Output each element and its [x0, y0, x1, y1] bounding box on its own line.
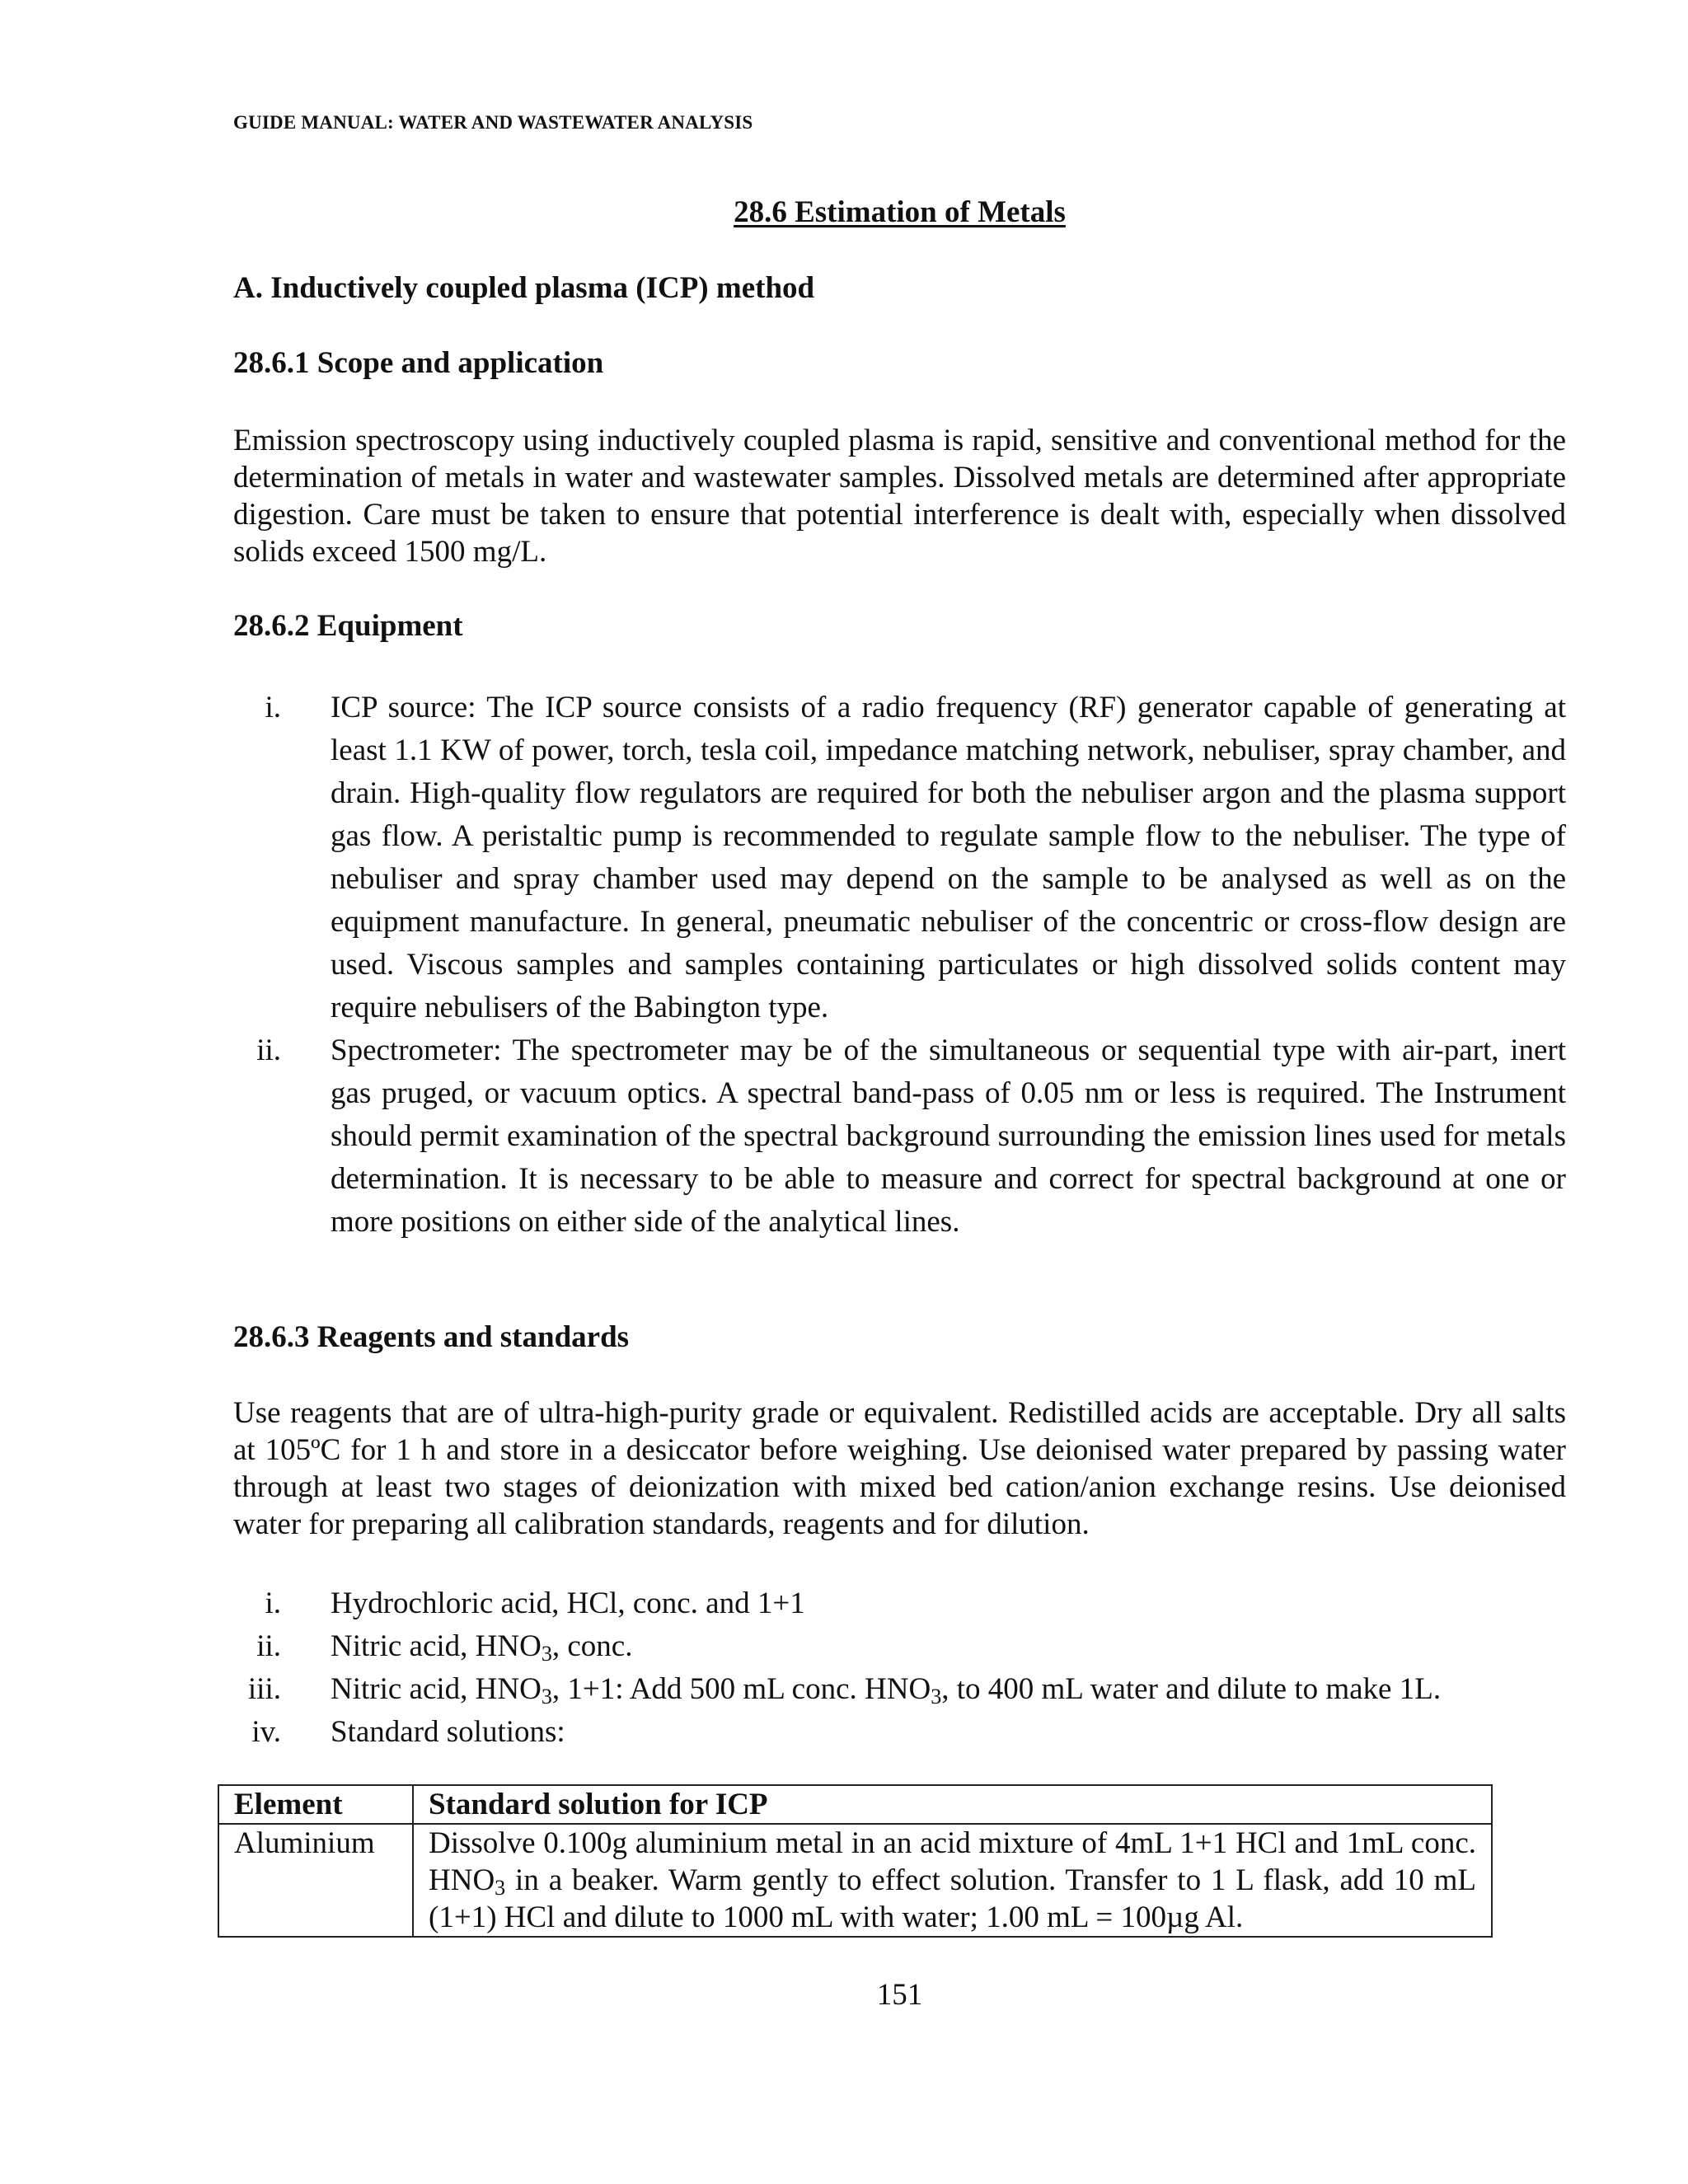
list-item: [233, 1625, 1566, 1668]
table-header-row: [218, 1785, 1492, 1824]
reagents-heading: 28.6.3 Reagents and standards: [233, 1320, 630, 1354]
column-header-standard-solution: Standard solution for ICP: [413, 1785, 1492, 1824]
list-item: [233, 1029, 1566, 1244]
list-item-text: ICP source: The ICP source consists of a radio frequency (RF) generator capable of generating at least 1.1 KW of power, torch, tesla coil, impedance matching network, nebuliser, spray chamber, and drain. High-quality flow regulators are required for both the nebuliser argon and the plasma support gas flow. A peristaltic pump is recommended to regulate sample flow to the nebuliser. The type of nebuliser and spray chamber used may depend on the sample to be analysed as well as on the equipment manufacture. In general, pneumatic nebuliser of the concentric or cross-flow design are used. Viscous samples and samples containing particulates or high dissolved solids content may require nebulisers of the Babington type.: [331, 691, 1566, 1024]
list-item-number: iii.: [247, 1672, 281, 1706]
section-title-text: 28.6 Estimation of Metals: [734, 195, 1066, 229]
reagents-list: [233, 1582, 1566, 1754]
equipment-list: [233, 687, 1566, 1244]
list-item-text: Nitric acid, $HNO_3$, 1+1: Add 500 mL conc. $HNO_3$, to 400 mL water and dilute to make 1L.: [331, 1672, 1442, 1708]
running-header: GUIDE MANUAL: WATER AND WASTEWATER ANALYSIS: [233, 112, 753, 133]
list-item-number: ii.: [256, 1629, 281, 1663]
method-heading: A. Inductively coupled plasma (ICP) method: [233, 271, 815, 305]
list-item: [233, 687, 1566, 1029]
list-item-text: Spectrometer: The spectrometer may be of the simultaneous or sequential type with air-part, inert gas pruged, or vacuum optics. A spectral band-pass of 0.05 nm or less is required. The Instrument should permit examination of the spectral background surrounding the emission lines used for metals determination. It is necessary to be able to measure and correct for spectral background at one or more positions on either side of the analytical lines.: [331, 1033, 1566, 1239]
list-item-number: i.: [265, 1586, 281, 1620]
table-cell-element: Aluminium: [218, 1824, 413, 1937]
list-item-text: Nitric acid, $HNO_3$, conc.: [331, 1629, 633, 1666]
list-item: [233, 1668, 1566, 1711]
list-item: [233, 1582, 1566, 1625]
column-header-element: Element: [218, 1785, 413, 1824]
table-cell-solution: Dissolve 0.100g aluminium metal in an acid mixture of 4mL 1+1 HCl and 1mL conc. $HNO_3$ in a beaker. Warm gently to effect solution. Transfer to 1 L flask, add 10 mL (1+1) HCl and dilute to 1000 mL with water; 1.00 mL = 100µg Al.: [413, 1824, 1492, 1937]
reagents-paragraph: Use reagents that are of ultra-high-purity grade or equivalent. Redistilled acids are acceptable. Dry all salts at 105ºC for 1 h and store in a desiccator before weighing. Use deionised water prepared by passing water through at least two stages of deionization with mixed bed cation/anion exchange resins. Use deionised water for preparing all calibration standards, reagents and for dilution.: [233, 1396, 1566, 1541]
scope-paragraph: Emission spectroscopy using inductively coupled plasma is rapid, sensitive and conventional method for the determination of metals in water and wastewater samples. Dissolved metals are determined after appropriate digestion. Care must be taken to ensure that potential interference is dealt with, especially when dissolved solids exceed 1500 mg/L.: [233, 424, 1566, 569]
scope-heading: 28.6.1 Scope and application: [233, 346, 604, 380]
standards-table: [218, 1784, 1493, 1938]
equipment-heading: 28.6.2 Equipment: [233, 609, 463, 643]
list-item-text: Hydrochloric acid, HCl, conc. and 1+1: [331, 1586, 805, 1620]
table-row: [218, 1824, 1492, 1937]
list-item-number: iv.: [251, 1715, 281, 1749]
list-item: [233, 1711, 1566, 1754]
list-item-number: i.: [265, 691, 281, 724]
list-item-number: ii.: [256, 1033, 281, 1067]
list-item-text: Standard solutions:: [331, 1715, 565, 1749]
section-title: [233, 194, 1566, 230]
page-number: 151: [876, 1978, 923, 2012]
